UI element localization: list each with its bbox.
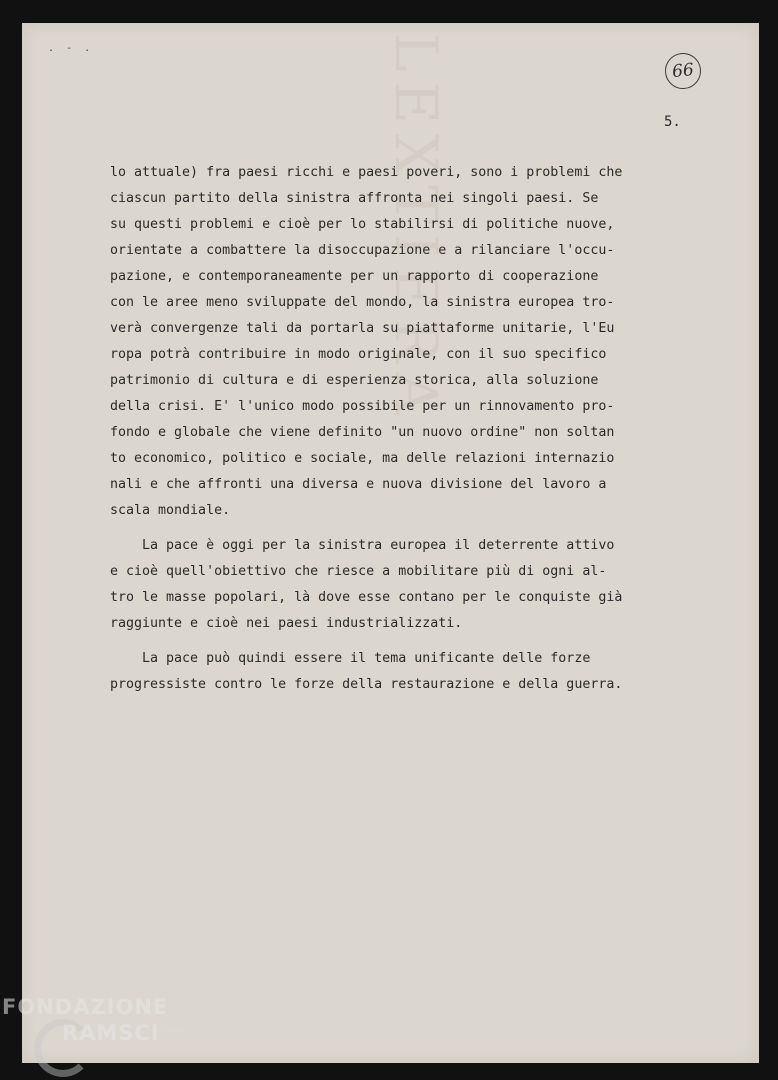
text-line: ropa potrà contribuire in modo originale, con il suo specifico	[110, 347, 607, 362]
text-line: scala mondiale.	[110, 503, 231, 518]
text-line: della crisi. E' l'unico modo possibile per un rinnovamento pro-	[110, 399, 615, 414]
logo-line2	[2, 1021, 168, 1045]
text-line: su questi problemi e cioè per lo stabilirsi di politiche nuove,	[110, 217, 615, 232]
text-line: to economico, politico e sociale, ma delle relazioni internazio	[110, 451, 615, 466]
page-number: 5.	[664, 114, 681, 130]
body-text	[110, 160, 710, 698]
text-line: verà convergenze tali da portarla su piattaforme unitarie, l'Eu	[110, 321, 615, 336]
paragraph-gap	[110, 637, 710, 646]
text-line: La pace è oggi per la sinistra europea il deterrente attivo	[110, 538, 615, 553]
folio-number-text: 66	[671, 59, 695, 83]
text-line: e cioè quell'obiettivo che riesce a mobilitare più di ogni al-	[110, 564, 607, 579]
watermark: LEXTIERA	[382, 33, 450, 425]
paragraph-gap	[110, 524, 710, 533]
text-line: La pace può quindi essere il tema unificante delle forze	[110, 651, 591, 666]
text-line: fondo e globale che viene definito "un nuovo ordine" non soltan	[110, 425, 615, 440]
logo-line1: FONDAZIONE	[2, 995, 169, 1019]
text-line: ciascun partito della sinistra affronta nei singoli paesi. Se	[110, 191, 599, 206]
text-line: patrimonio di cultura e di esperienza storica, alla soluzione	[110, 373, 599, 388]
text-line: raggiunte e cioè nei paesi industrializzati.	[110, 616, 463, 631]
text-line: nali e che affronti una diversa e nuova divisione del lavoro a	[110, 477, 607, 492]
document-page	[22, 23, 759, 1063]
logo-onlus: onlus	[162, 1025, 189, 1036]
corner-marks: . - .	[48, 43, 94, 54]
folio-number	[663, 51, 703, 91]
text-line: progressiste contro le forze della restaurazione e della guerra.	[110, 677, 623, 692]
text-line: orientate a combattere la disoccupazione e a rilanciare l'occu-	[110, 243, 615, 258]
text-line: tro le masse popolari, là dove esse contano per le conquiste già	[110, 590, 623, 605]
text-line: pazione, e contemporaneamente per un rapporto di cooperazione	[110, 269, 599, 284]
fondazione-gramsci-logo	[2, 995, 189, 1045]
text-line: lo attuale) fra paesi ricchi e paesi poveri, sono i problemi che	[110, 165, 623, 180]
text-line: con le aree meno sviluppate del mondo, la sinistra europea tro-	[110, 295, 615, 310]
logo-line2-text: RAMSCI	[62, 1021, 160, 1045]
